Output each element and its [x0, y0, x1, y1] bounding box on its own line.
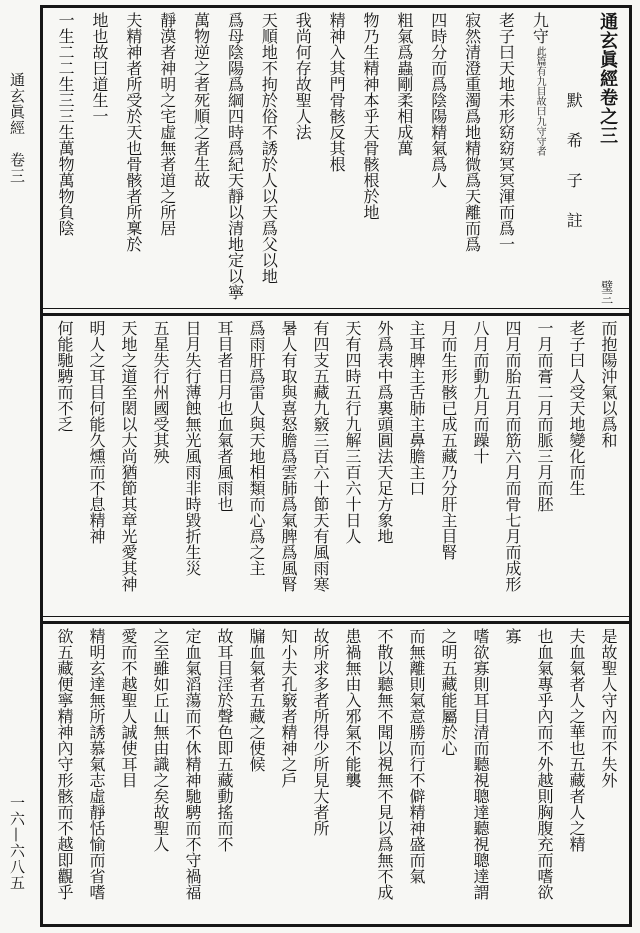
text-column — [304, 628, 336, 920]
main-text: 老子曰人受天地變化而生 — [567, 320, 586, 496]
main-text: 地也故曰道生一 — [89, 12, 109, 124]
block-mark: 璧三 — [599, 280, 614, 304]
text-column — [421, 12, 455, 304]
main-text: 寡 — [503, 628, 522, 644]
main-text: 精明玄達無所誘慕氣志虛靜恬愉而省嗜 — [87, 628, 106, 900]
text-column — [353, 12, 387, 304]
main-text: 爲母陰陽爲綱四時爲紀天靜以清地定以寧 — [225, 12, 245, 300]
margin-book-title: 通玄眞經 卷三 — [8, 72, 26, 184]
main-text: 主耳脾主舌肺主鼻膽主口 — [407, 320, 426, 496]
main-text: 八月而動九月而躁十 — [471, 320, 490, 464]
main-text: 物乃生精神本乎天骨骸根於地 — [360, 12, 380, 220]
text-column — [496, 628, 528, 920]
text-column — [464, 320, 496, 612]
text-column — [560, 320, 592, 612]
main-text: 牖血氣者五藏之使候 — [247, 628, 266, 772]
main-text: 暑人有取與喜怒膽爲雲肺爲氣脾爲風腎 — [279, 320, 298, 592]
text-column — [251, 12, 285, 304]
text-column — [387, 12, 421, 304]
main-text: 天地之道至閎以大尚猶節其章光愛其神 — [119, 320, 138, 592]
main-text: 嗜欲寡則耳目清而聽視聰達聽視聰達謂 — [471, 628, 490, 900]
text-column — [336, 628, 368, 920]
main-text: 故耳目淫於聲色即五藏動搖而不 — [215, 628, 234, 852]
main-text: 是故聖人守內而不失外 — [599, 628, 618, 788]
text-column — [48, 628, 80, 920]
main-text: 四月而胎五月而筋六月而骨七月而成形 — [503, 320, 522, 592]
annotator-credit: 默 希 子 註 — [564, 92, 584, 232]
text-column — [432, 628, 464, 920]
text-column — [489, 12, 523, 304]
margin-page-number: 一六—六八五 — [8, 795, 26, 891]
main-text: 爲雨肝爲雷人與天地相類而心爲之主 — [247, 320, 266, 576]
main-text: 之明五藏能屬於心 — [439, 628, 458, 756]
main-text: 五星失行州國受其殃 — [151, 320, 170, 464]
text-column — [82, 12, 116, 304]
text-column — [144, 320, 176, 612]
main-text: 靜漠者神明之宅虛無者道之所居 — [157, 12, 177, 236]
main-text: 故所求多者所得少所見大者所 — [311, 628, 330, 836]
text-column — [336, 320, 368, 612]
volume-title: 通玄眞經卷之三 — [597, 12, 619, 145]
main-text: 外爲表中爲裏頭圓法天足方象地 — [375, 320, 394, 544]
text-column — [304, 320, 336, 612]
main-text: 精神入其門骨骸反其根 — [327, 12, 347, 172]
main-text: 萬物逆之者死順之者生故 — [191, 12, 211, 188]
text-column — [560, 628, 592, 920]
main-text: 有四支五藏九竅三百六十節天有風雨寒 — [311, 320, 330, 592]
text-column — [592, 628, 624, 920]
main-text: 寂然清澄重濁爲地精微爲天離而爲 — [462, 12, 482, 252]
text-column — [208, 320, 240, 612]
text-column — [368, 320, 400, 612]
header-annotator-column — [556, 12, 590, 304]
main-text: 明人之耳目何能久燻而不息精神 — [87, 320, 106, 544]
text-column — [240, 320, 272, 612]
main-text: 四時分而爲陰陽精氣爲人 — [428, 12, 448, 188]
text-column — [176, 320, 208, 612]
register-bottom — [43, 624, 629, 924]
commentary-text: 此篇有九目故曰九守守者 — [534, 46, 546, 156]
text-column — [368, 628, 400, 920]
main-text: 老子曰天地未形窈窈冥冥渾而爲一 — [496, 12, 516, 252]
register-top — [43, 8, 629, 308]
text-column — [272, 320, 304, 612]
main-text: 一月而膏二月而脈三月而胚 — [535, 320, 554, 512]
main-text: 夫血氣者人之華也五藏者人之精 — [567, 628, 586, 852]
text-column — [455, 12, 489, 304]
main-text: 天有四時五行九解三百六十日人 — [343, 320, 362, 544]
text-column — [522, 12, 556, 304]
text-column — [528, 628, 560, 920]
text-column — [272, 628, 304, 920]
main-text: 耳目者日月也血氣者風雨也 — [215, 320, 234, 512]
text-column — [400, 320, 432, 612]
main-text: 天順地不拘於俗不誘於人以天爲父以地 — [259, 12, 279, 284]
main-text: 我尚何存故聖人法 — [293, 12, 313, 140]
text-column — [48, 320, 80, 612]
text-column — [48, 12, 82, 304]
text-column — [150, 12, 184, 304]
main-text: 也血氣專乎內而不外越則胸腹充而嗜欲 — [535, 628, 554, 900]
main-text: 九守 — [530, 12, 550, 44]
text-column — [176, 628, 208, 920]
register-middle — [43, 316, 629, 616]
register-divider — [43, 308, 629, 316]
main-text: 月而生形骸已成五藏乃分肝主目腎 — [439, 320, 458, 560]
text-column — [112, 628, 144, 920]
text-column — [592, 320, 624, 612]
text-column — [464, 628, 496, 920]
main-text: 之至雖如丘山無由識之矣故聖人 — [151, 628, 170, 852]
main-text: 患禍無由入邪氣不能襲 — [343, 628, 362, 788]
main-text: 定血氣滔蕩而不休精神馳騁而不守禍福 — [183, 628, 202, 900]
text-column — [208, 628, 240, 920]
text-column — [218, 12, 252, 304]
text-column — [400, 628, 432, 920]
text-column — [80, 628, 112, 920]
text-column — [496, 320, 528, 612]
main-text: 何能馳騁而不乏 — [55, 320, 74, 432]
main-text: 欲五藏便寧精神內守形骸而不越即觀乎 — [55, 628, 74, 900]
text-column — [80, 320, 112, 612]
text-column — [144, 628, 176, 920]
header-title-column — [590, 12, 624, 304]
main-text: 知小夫孔竅者精神之戶 — [279, 628, 298, 788]
text-column — [116, 12, 150, 304]
text-column — [112, 320, 144, 612]
main-text: 日月失行薄蝕無光風雨非時毀折生災 — [183, 320, 202, 576]
text-column — [432, 320, 464, 612]
text-column — [285, 12, 319, 304]
main-text: 愛而不越聖人誠使耳目 — [119, 628, 138, 788]
main-text: 而無離則氣意勝而行不僻精神盛而氣 — [407, 628, 426, 884]
text-column — [319, 12, 353, 304]
main-text: 不散以聽無不聞以視無不見以爲無不成 — [375, 628, 394, 900]
register-divider — [43, 616, 629, 624]
page-frame — [40, 5, 632, 927]
main-text: 粗氣爲蟲剛柔相成萬 — [394, 12, 414, 156]
main-text: 而抱陽沖氣以爲和 — [599, 320, 618, 448]
text-column — [528, 320, 560, 612]
main-text: 一生二二生三三生萬物萬物負陰 — [56, 12, 76, 236]
text-column — [240, 628, 272, 920]
main-text: 夫精神者所受於天也骨骸者所稟於 — [123, 12, 143, 252]
text-column — [184, 12, 218, 304]
